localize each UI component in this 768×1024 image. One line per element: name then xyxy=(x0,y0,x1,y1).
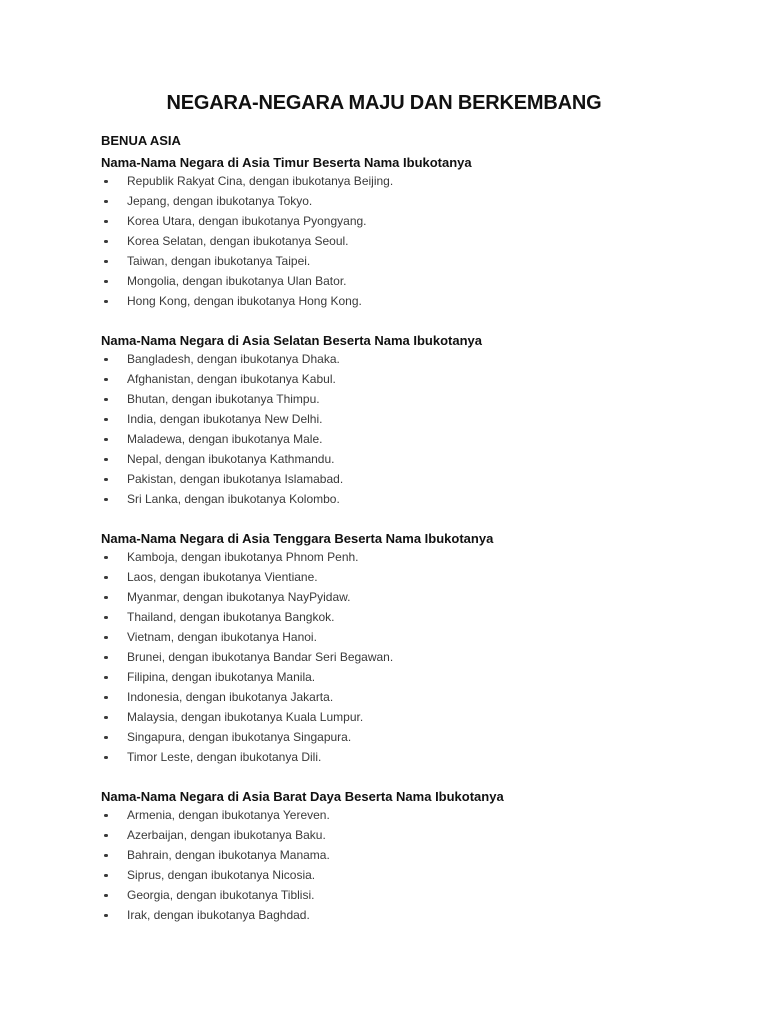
list-item-text: Taiwan, dengan ibukotanya Taipei. xyxy=(127,254,311,268)
bullet-icon xyxy=(104,398,108,402)
list-item-text: Bhutan, dengan ibukotanya Thimpu. xyxy=(127,392,320,406)
bullet-icon xyxy=(104,260,108,264)
bullet-icon xyxy=(104,180,108,184)
list-item-text: Sri Lanka, dengan ibukotanya Kolombo. xyxy=(127,492,340,506)
section xyxy=(101,333,667,509)
list-item xyxy=(101,607,667,627)
list-item-text: Azerbaijan, dengan ibukotanya Baku. xyxy=(127,828,326,842)
list-item xyxy=(101,429,667,449)
bullet-icon xyxy=(104,240,108,244)
list-item xyxy=(101,905,667,925)
list-item-text: Nepal, dengan ibukotanya Kathmandu. xyxy=(127,452,335,466)
list-item-text: Georgia, dengan ibukotanya Tiblisi. xyxy=(127,888,315,902)
section xyxy=(101,789,667,925)
list-item-text: Kamboja, dengan ibukotanya Phnom Penh. xyxy=(127,550,359,564)
list-item-text: Bahrain, dengan ibukotanya Manama. xyxy=(127,848,330,862)
list-item xyxy=(101,191,667,211)
list-item xyxy=(101,587,667,607)
list-item xyxy=(101,727,667,747)
list-item xyxy=(101,409,667,429)
list-item xyxy=(101,389,667,409)
list-item xyxy=(101,647,667,667)
list-item xyxy=(101,469,667,489)
list-item-text: Filipina, dengan ibukotanya Manila. xyxy=(127,670,316,684)
sections xyxy=(101,155,667,925)
list-item xyxy=(101,449,667,469)
list-item xyxy=(101,687,667,707)
section xyxy=(101,531,667,767)
section-heading: Nama-Nama Negara di Asia Selatan Beserta Nama Ibukotanya xyxy=(101,333,483,348)
bullet-icon xyxy=(104,418,108,422)
list-item xyxy=(101,251,667,271)
list-item-text: Brunei, dengan ibukotanya Bandar Seri Begawan. xyxy=(127,650,394,664)
bullet-icon xyxy=(104,300,108,304)
list-item-text: Irak, dengan ibukotanya Baghdad. xyxy=(127,908,310,922)
list-item xyxy=(101,825,667,845)
bullet-icon xyxy=(104,676,108,680)
bullet-icon xyxy=(104,874,108,878)
list-item-text: Armenia, dengan ibukotanya Yereven. xyxy=(127,808,330,822)
bullet-icon xyxy=(104,814,108,818)
list-item-text: Mongolia, dengan ibukotanya Ulan Bator. xyxy=(127,274,347,288)
bullet-icon xyxy=(104,378,108,382)
list-item xyxy=(101,291,667,311)
list-item-text: Maladewa, dengan ibukotanya Male. xyxy=(127,432,323,446)
section-heading: Nama-Nama Negara di Asia Tenggara Beserta Nama Ibukotanya xyxy=(101,531,494,546)
list-item-text: Singapura, dengan ibukotanya Singapura. xyxy=(127,730,352,744)
bullet-icon xyxy=(104,478,108,482)
list-item-text: India, dengan ibukotanya New Delhi. xyxy=(127,412,323,426)
bullet-icon xyxy=(104,636,108,640)
bullet-icon xyxy=(104,616,108,620)
list-item xyxy=(101,885,667,905)
list-item-text: Malaysia, dengan ibukotanya Kuala Lumpur. xyxy=(127,710,364,724)
list-item-text: Myanmar, dengan ibukotanya NayPyidaw. xyxy=(127,590,351,604)
list-item xyxy=(101,667,667,687)
bullet-icon xyxy=(104,854,108,858)
bullet-icon xyxy=(104,498,108,502)
list-item xyxy=(101,271,667,291)
country-list xyxy=(101,547,667,767)
continent-heading: BENUA ASIA xyxy=(101,133,181,148)
list-item-text: Republik Rakyat Cina, dengan ibukotanya Beijing. xyxy=(127,174,394,188)
list-item-text: Siprus, dengan ibukotanya Nicosia. xyxy=(127,868,316,882)
list-item xyxy=(101,865,667,885)
list-item-text: Indonesia, dengan ibukotanya Jakarta. xyxy=(127,690,334,704)
bullet-icon xyxy=(104,656,108,660)
bullet-icon xyxy=(104,556,108,560)
list-item-text: Korea Selatan, dengan ibukotanya Seoul. xyxy=(127,234,349,248)
list-item xyxy=(101,805,667,825)
list-item-text: Thailand, dengan ibukotanya Bangkok. xyxy=(127,610,335,624)
bullet-icon xyxy=(104,220,108,224)
country-list xyxy=(101,171,667,311)
bullet-icon xyxy=(104,716,108,720)
bullet-icon xyxy=(104,756,108,760)
list-item xyxy=(101,349,667,369)
list-item xyxy=(101,747,667,767)
bullet-icon xyxy=(104,280,108,284)
list-item-text: Bangladesh, dengan ibukotanya Dhaka. xyxy=(127,352,340,366)
list-item xyxy=(101,707,667,727)
bullet-icon xyxy=(104,438,108,442)
list-item xyxy=(101,547,667,567)
list-item-text: Timor Leste, dengan ibukotanya Dili. xyxy=(127,750,322,764)
bullet-icon xyxy=(104,576,108,580)
bullet-icon xyxy=(104,736,108,740)
list-item xyxy=(101,489,667,509)
list-item xyxy=(101,171,667,191)
list-item xyxy=(101,627,667,647)
country-list xyxy=(101,805,667,925)
list-item xyxy=(101,567,667,587)
list-item-text: Vietnam, dengan ibukotanya Hanoi. xyxy=(127,630,317,644)
list-item-text: Korea Utara, dengan ibukotanya Pyongyang. xyxy=(127,214,367,228)
list-item xyxy=(101,369,667,389)
bullet-icon xyxy=(104,596,108,600)
list-item xyxy=(101,211,667,231)
list-item-text: Jepang, dengan ibukotanya Tokyo. xyxy=(127,194,313,208)
list-item-text: Laos, dengan ibukotanya Vientiane. xyxy=(127,570,318,584)
bullet-icon xyxy=(104,894,108,898)
document-title: NEGARA-NEGARA MAJU DAN BERKEMBANG xyxy=(166,92,602,114)
bullet-icon xyxy=(104,358,108,362)
bullet-icon xyxy=(104,458,108,462)
list-item-text: Pakistan, dengan ibukotanya Islamabad. xyxy=(127,472,344,486)
bullet-icon xyxy=(104,914,108,918)
country-list xyxy=(101,349,667,509)
section-heading: Nama-Nama Negara di Asia Timur Beserta Nama Ibukotanya xyxy=(101,155,472,170)
bullet-icon xyxy=(104,200,108,204)
list-item xyxy=(101,845,667,865)
section xyxy=(101,155,667,311)
section-heading: Nama-Nama Negara di Asia Barat Daya Beserta Nama Ibukotanya xyxy=(101,789,504,804)
bullet-icon xyxy=(104,834,108,838)
list-item-text: Hong Kong, dengan ibukotanya Hong Kong. xyxy=(127,294,362,308)
list-item xyxy=(101,231,667,251)
list-item-text: Afghanistan, dengan ibukotanya Kabul. xyxy=(127,372,336,386)
bullet-icon xyxy=(104,696,108,700)
